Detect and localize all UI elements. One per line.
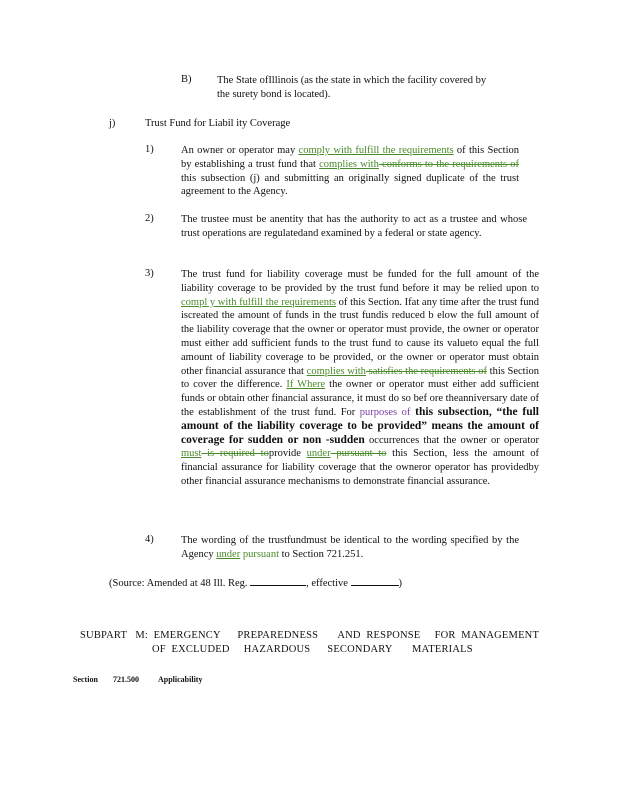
p3-text-b: of this Section. Ifat any time after the trust fund iscreated the amount of funds in the trust fundis reduced b elow the full amount of the liability coverage that the owner or operator must provide, the owner or operator must either add sufficient funds to the trust fund to cause its valueto equal the full amount of liability coverage to be provided, or the owner or operator must obtain other financial assurance that [181,296,540,377]
p1-text-c: this subsection (j) and submitting an originally signed duplicate of the trust agreement to the Agency. [181,172,519,198]
p2-text: The trustee must be anentity that has the authority to act as a trustee and whose trust operations are regulatedand examined by a federal or state agency. [181,214,527,239]
p1-insertion-1: comply with fulfill the requirements [298,145,454,156]
effective-blank [351,575,399,586]
p1-text-a: An owner or operator may [181,145,299,156]
p1-text-b: of this Section by establishing a trust fund that [181,145,519,170]
p3-insertion-2: complies with [306,365,366,377]
section-number: 721.500 [113,675,139,684]
p3-deletion-3: pursuant to [330,448,387,460]
p1-text [181,144,519,199]
p3-text-f: provide [268,448,307,460]
source-text-a: (Source: Amended at 48 Ill. Reg. [109,578,251,589]
p3-bold-definition: this subsection, “the full amount of the liability coverage to be provided” means the amount of coverage for sudden or non -sudden [181,405,539,446]
p4-number: 4) [145,534,154,545]
source-line [109,575,402,589]
section-label: Section [73,675,98,684]
reg-blank [250,575,306,586]
p4-text-b: to Section 721.251. [279,548,364,560]
p3-deletion-2: is required to [201,448,269,460]
p1-deletion-1: conforms to the requirements of [378,158,519,170]
p3-text-e: occurrences that the owner or operator [364,434,539,446]
p3-deletion-1: satisfies the requirements of [365,365,487,377]
subpart-heading-line-1: SUBPART M: EMERGENCY PREPAREDNESS AND RESPONSE FOR MANAGEMENT [80,630,540,641]
p3-insertion-1: compl y with fulfill the requirements [181,296,337,308]
item-j-title: Trust Fund for Liabil ity Coverage [145,118,291,129]
p3-insertion-3: If Where [286,379,326,391]
p3-text [181,268,539,489]
p3-number: 3) [145,268,154,279]
p3-insertion-6: under [306,448,331,460]
p4-deletion-1: pursuant [240,548,279,560]
p3-text-c: this Section to cover the difference. [181,365,540,391]
item-j-label: j) [109,118,116,129]
p3-insertion-4: purposes of [359,406,411,418]
p2-number: 2) [145,213,154,224]
subpart-heading-line-2: OF EXCLUDED HAZARDOUS SECONDARY MATERIALS [152,644,473,655]
source-text-b: , effective [306,578,351,589]
p4-text [181,534,519,562]
source-text-c: ) [398,578,403,589]
item-b-text [217,74,529,102]
p1-insertion-2: complies with [319,158,379,170]
p1-number: 1) [145,144,154,155]
p4-text-a: The wording of the trustfundmust be identical to the wording specified by the Agency [181,535,519,560]
p3-text-d: the owner or operator must either add sufficient funds or obtain other financial assurance, it must do so bef ore theanniversary date of the establishment of the trust fund. For [181,379,540,418]
p4-insertion-1: under [216,548,241,560]
p3-insertion-5: must [181,448,202,460]
p3-text-g: this Section, less the amount of financial assurance for liability coverage that the owneror operator has providedby other financial assurance mechanisms to demonstrate financial assurance. [181,448,540,487]
p3-text-a: The trust fund for liability coverage must be funded for the full amount of the liability coverage to be provided by the trust fund before it may be relied upon to [181,269,539,294]
item-b-line-2: the surety bond is located). [217,88,331,100]
section-title: Applicability [158,675,203,684]
item-b-label: B) [181,74,192,85]
item-b-line-1: The State ofIllinois (as the state in which the facility covered by [217,75,487,86]
